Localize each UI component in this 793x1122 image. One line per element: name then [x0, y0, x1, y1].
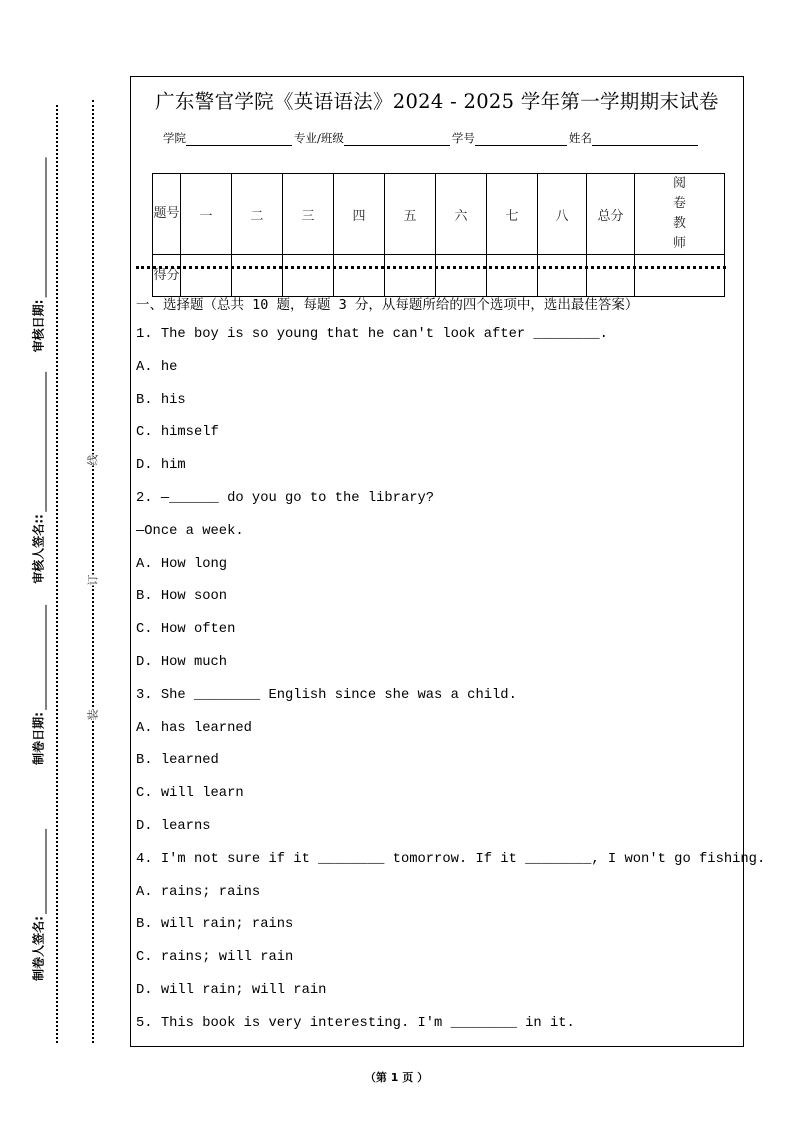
answer-option: A. he	[136, 359, 178, 375]
question-stem: 1. The boy is so young that he can't look after ________.	[136, 327, 608, 342]
score-cell[interactable]	[385, 255, 436, 297]
student-info-line	[163, 130, 700, 146]
score-table	[152, 173, 725, 297]
college-field[interactable]	[186, 131, 292, 146]
header-cell: 总分	[587, 174, 635, 255]
name-field[interactable]	[592, 131, 698, 146]
score-table-score-row	[153, 255, 725, 297]
review-date-field	[30, 158, 47, 353]
header-cell: 题号	[153, 174, 181, 255]
answer-option: C. How often	[136, 622, 236, 638]
header-cell: 阅卷教师	[635, 174, 725, 255]
name-label: 姓名	[568, 131, 592, 145]
header-cell: 三	[283, 174, 334, 255]
score-cell[interactable]	[232, 255, 283, 297]
page-number: （第 1 页 ）	[364, 1071, 429, 1084]
score-cell[interactable]	[283, 255, 334, 297]
preparer-signature-field	[30, 829, 47, 981]
answer-option: C. will learn	[136, 786, 244, 802]
header-cell: 八	[538, 174, 587, 255]
score-cell[interactable]	[436, 255, 487, 297]
student-id-label: 学号	[451, 131, 475, 145]
answer-option: A. has learned	[136, 720, 252, 736]
binding-mark-line: 线	[86, 454, 100, 466]
major-field[interactable]	[344, 131, 450, 146]
header-cell: 七	[487, 174, 538, 255]
college-label: 学院	[163, 131, 186, 145]
reviewer-signature-field	[30, 372, 47, 584]
score-cell[interactable]	[181, 255, 232, 297]
exam-title: 广东警官学院《英语语法》2024 - 2025 学年第一学期期末试卷	[155, 90, 719, 113]
preparation-date-label: 制卷日期:	[31, 712, 46, 765]
row-label-cell: 得分	[153, 255, 181, 297]
margin-dotted-line-outer	[56, 105, 58, 1043]
binding-mark-bind: 装	[86, 709, 100, 721]
answer-option: D. How much	[136, 655, 228, 670]
binding-mark-staple: 订	[86, 574, 100, 586]
margin-dotted-line-inner	[92, 100, 94, 1043]
header-cell: 四	[334, 174, 385, 255]
answer-option: D. him	[136, 458, 186, 474]
header-cell: 二	[232, 174, 283, 255]
answer-option: B. will rain; rains	[136, 917, 294, 933]
answer-option: B. How soon	[136, 589, 228, 605]
header-cell: 一	[181, 174, 232, 255]
score-cell[interactable]	[334, 255, 385, 297]
header-cell: 六	[436, 174, 487, 255]
answer-option: B. learned	[136, 753, 219, 769]
question-stem: 2. —______ do you go to the library?	[136, 491, 435, 506]
answer-option: —Once a week.	[136, 523, 244, 539]
question-stem: 3. She ________ English since she was a child.	[136, 687, 517, 703]
student-id-field[interactable]	[475, 131, 567, 146]
score-cell[interactable]	[538, 255, 587, 297]
major-label: 专业/班级	[294, 131, 344, 145]
preparation-date-field	[30, 605, 47, 765]
reviewer-signature-label: 审核人签名::	[31, 514, 46, 584]
score-table-header-row	[153, 174, 725, 255]
question-stem: 4. I'm not sure if it ________ tomorrow. If it ________, I won't go fishing.	[136, 851, 766, 867]
question-stem: 5. This book is very interesting. I'm ________ in it.	[136, 1015, 575, 1031]
review-date-label: 审核日期:	[31, 299, 46, 353]
answer-option: D. learns	[136, 819, 211, 834]
answer-option: D. will rain; will rain	[136, 983, 327, 998]
score-cell[interactable]	[635, 255, 725, 297]
answer-option: A. rains; rains	[136, 884, 261, 900]
section-heading: 一、选择题（总共 10 题，每题 3 分，从每题所给的四个选项中，选出最佳答案）	[136, 297, 639, 313]
dotted-separator	[136, 266, 726, 269]
answer-option: C. himself	[136, 425, 219, 441]
preparer-signature-label: 制卷人签名:	[31, 916, 46, 981]
header-cell: 五	[385, 174, 436, 255]
score-cell[interactable]	[587, 255, 635, 297]
answer-option: B. his	[136, 392, 186, 408]
score-cell[interactable]	[487, 255, 538, 297]
answer-option: C. rains; will rain	[136, 950, 294, 966]
answer-option: A. How long	[136, 556, 228, 572]
